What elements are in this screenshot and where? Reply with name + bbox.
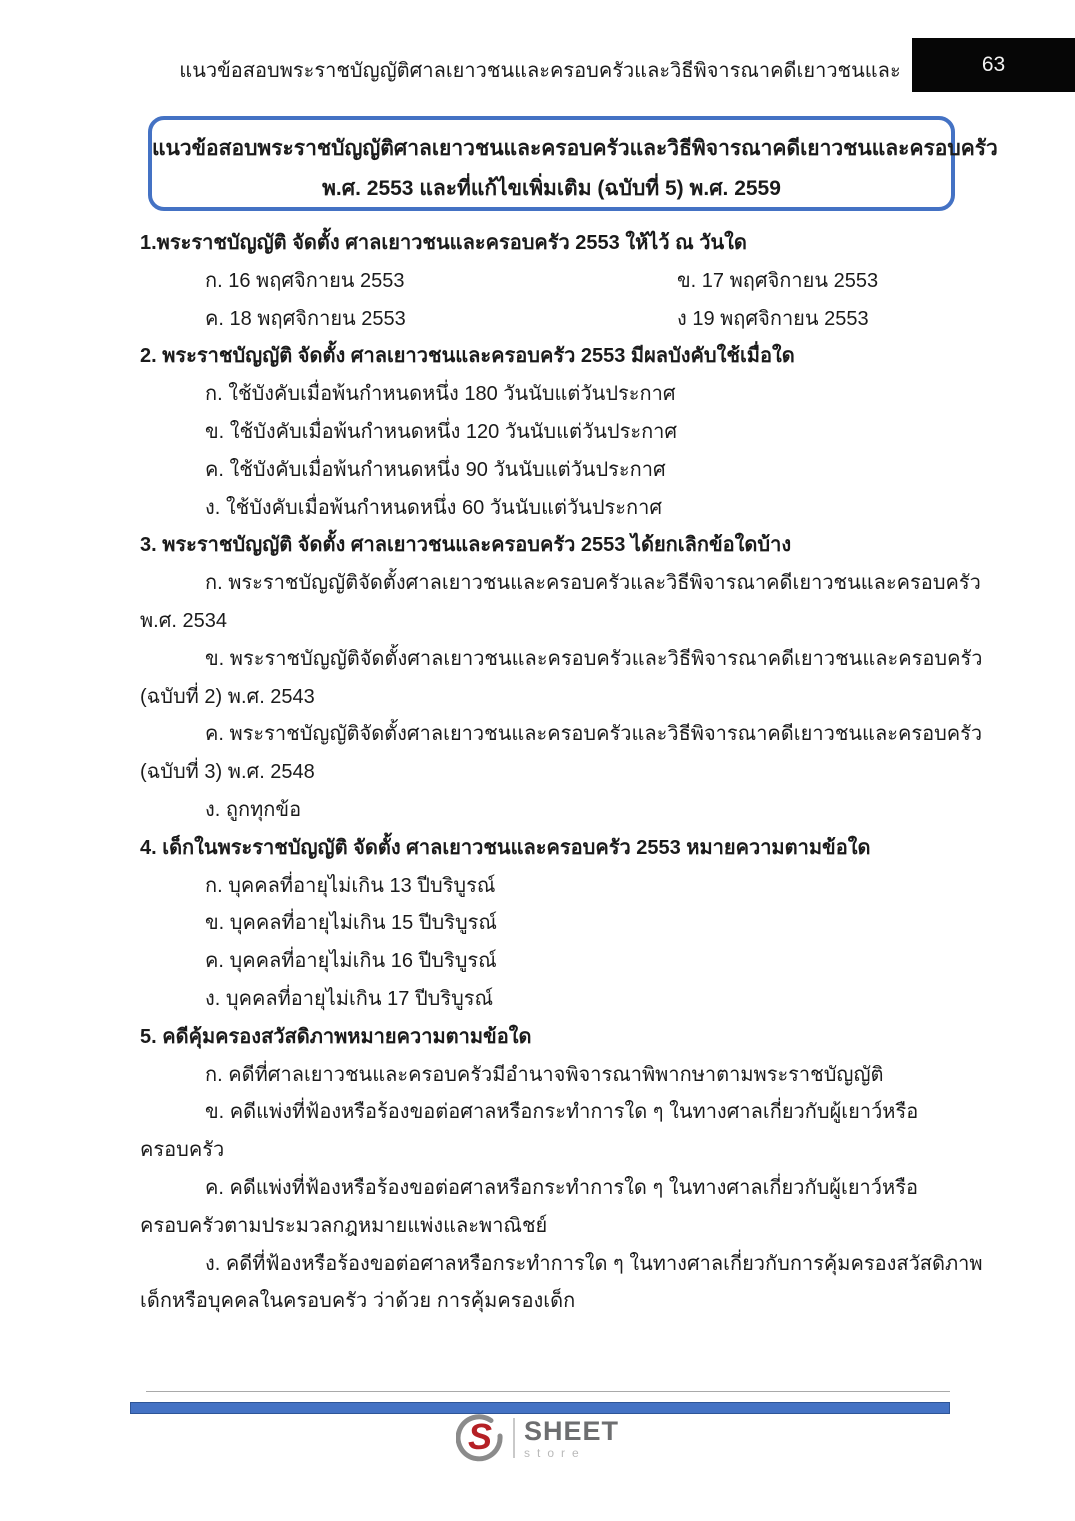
- option-line: ง. ใช้บังคับเมื่อพ้นกำหนดหนึ่ง 60 วันนับแต่วันประกาศ: [205, 496, 663, 519]
- question-text: 5. คดีคุ้มครองสวัสดิภาพหมายความตามข้อใด: [140, 1025, 532, 1048]
- option-line: ก. ใช้บังคับเมื่อพ้นกำหนดหนึ่ง 180 วันนับแต่วันประกาศ: [205, 383, 676, 406]
- svg-text:S: S: [467, 1416, 492, 1457]
- options: [140, 377, 956, 528]
- question-block: [140, 528, 983, 830]
- options: [140, 566, 983, 831]
- option-line: ข. 17 พฤศจิกายน 2553: [677, 269, 879, 292]
- question-block: [140, 339, 956, 528]
- footer-rule: [146, 1391, 950, 1392]
- option-line: ง. คดีที่ฟ้องหรือร้องขอต่อศาลหรือกระทำการใด ๆ ในทางศาลเกี่ยวกับการคุ้มครองสวัสดิภาพ: [205, 1252, 983, 1275]
- question-block: [140, 831, 956, 1020]
- option-line: พ.ศ. 2534: [140, 609, 228, 632]
- logo-divider: [513, 1418, 515, 1458]
- page-number: 63: [981, 53, 1006, 76]
- logo-text: SHEET: [523, 1415, 620, 1446]
- title-box-line2: พ.ศ. 2553 และที่แก้ไขเพิ่มเติม (ฉบับที่ 5) พ.ศ. 2559: [322, 177, 781, 200]
- question-text: 1.พระราชบัญญัติ จัดตั้ง ศาลเยาวชนและครอบครัว 2553 ให้ไว้ ณ วันใด: [140, 232, 747, 254]
- title-box: [148, 116, 998, 211]
- option-line: เด็กหรือบุคคลในครอบครัว ว่าด้วย การคุ้มครองเด็ก: [140, 1290, 576, 1313]
- option-line: ค. 18 พฤศจิกายน 2553: [205, 307, 406, 330]
- option-line: ก. 16 พฤศจิกายน 2553: [205, 269, 405, 292]
- option-line: ง 19 พฤศจิกายน 2553: [677, 307, 869, 330]
- header-title: แนวข้อสอบพระราชบัญญัติศาลเยาวชนและครอบครัวและวิธีพิจารณาคดีเยาวชนและ: [179, 60, 901, 82]
- question-text: 2. พระราชบัญญัติ จัดตั้ง ศาลเยาวชนและครอบครัว 2553 มีผลบังคับใช้เมื่อใด: [140, 345, 795, 368]
- option-line: ง. บุคคลที่อายุไม่เกิน 17 ปีบริบูรณ์: [205, 987, 494, 1010]
- option-line: (ฉบับที่ 3) พ.ศ. 2548: [140, 761, 315, 784]
- title-box-line1: แนวข้อสอบพระราชบัญญัติศาลเยาวชนและครอบครัวและวิธีพิจารณาคดีเยาวชนและครอบครัว: [152, 137, 998, 160]
- question-block: [140, 1020, 983, 1322]
- option-line: ง. ถูกทุกข้อ: [205, 798, 302, 821]
- option-line: ข. ใช้บังคับเมื่อพ้นกำหนดหนึ่ง 120 วันนับแต่วันประกาศ: [205, 420, 678, 443]
- option-line: ข. บุคคลที่อายุไม่เกิน 15 ปีบริบูรณ์: [205, 912, 497, 935]
- option-line: ค. บุคคลที่อายุไม่เกิน 16 ปีบริบูรณ์: [205, 950, 497, 973]
- option-line: ข. คดีแพ่งที่ฟ้องหรือร้องขอต่อศาลหรือกระทำการใด ๆ ในทางศาลเกี่ยวกับผู้เยาว์หรือ: [205, 1101, 919, 1124]
- page-number-badge: [912, 38, 1075, 92]
- option-line: ค. ใช้บังคับเมื่อพ้นกำหนดหนึ่ง 90 วันนับแต่วันประกาศ: [205, 458, 666, 481]
- option-line: ก. พระราชบัญญัติจัดตั้งศาลเยาวชนและครอบครัวและวิธีพิจารณาคดีเยาวชนและครอบครัว: [205, 572, 981, 595]
- options: [140, 869, 956, 1020]
- option-line: ก. บุคคลที่อายุไม่เกิน 13 ปีบริบูรณ์: [205, 874, 496, 897]
- option-line: ก. คดีที่ศาลเยาวชนและครอบครัวมีอำนาจพิจารณาพิพากษาตามพระราชบัญญัติ: [205, 1063, 884, 1086]
- question-text: 4. เด็กในพระราชบัญญัติ จัดตั้ง ศาลเยาวชนและครอบครัว 2553 หมายความตามข้อใด: [140, 836, 871, 859]
- option-line: ค. คดีแพ่งที่ฟ้องหรือร้องขอต่อศาลหรือกระทำการใด ๆ ในทางศาลเกี่ยวกับผู้เยาว์หรือ: [205, 1176, 918, 1199]
- logo-s-icon: [456, 1414, 504, 1462]
- logo-subtext: store: [523, 1445, 586, 1460]
- question-text: 3. พระราชบัญญัติ จัดตั้ง ศาลเยาวชนและครอบครัว 2553 ได้ยกเลิกข้อใดบ้าง: [140, 534, 792, 557]
- options: [140, 264, 956, 340]
- option-line: (ฉบับที่ 2) พ.ศ. 2543: [140, 685, 315, 708]
- sheet-store-logo: [0, 1414, 1075, 1462]
- footer-bar: [130, 1402, 950, 1414]
- options: [140, 1058, 983, 1323]
- option-line: ครอบครัว: [140, 1139, 225, 1162]
- option-line: ครอบครัวตามประมวลกฎหมายแพ่งและพาณิชย์: [140, 1214, 548, 1237]
- option-line: ค. พระราชบัญญัติจัดตั้งศาลเยาวชนและครอบครัวและวิธีพิจารณาคดีเยาวชนและครอบครัว: [205, 723, 983, 746]
- question-block: [140, 226, 956, 339]
- option-line: ข. พระราชบัญญัติจัดตั้งศาลเยาวชนและครอบครัวและวิธีพิจารณาคดีเยาวชนและครอบครัว: [205, 647, 983, 670]
- questions: [140, 226, 983, 1322]
